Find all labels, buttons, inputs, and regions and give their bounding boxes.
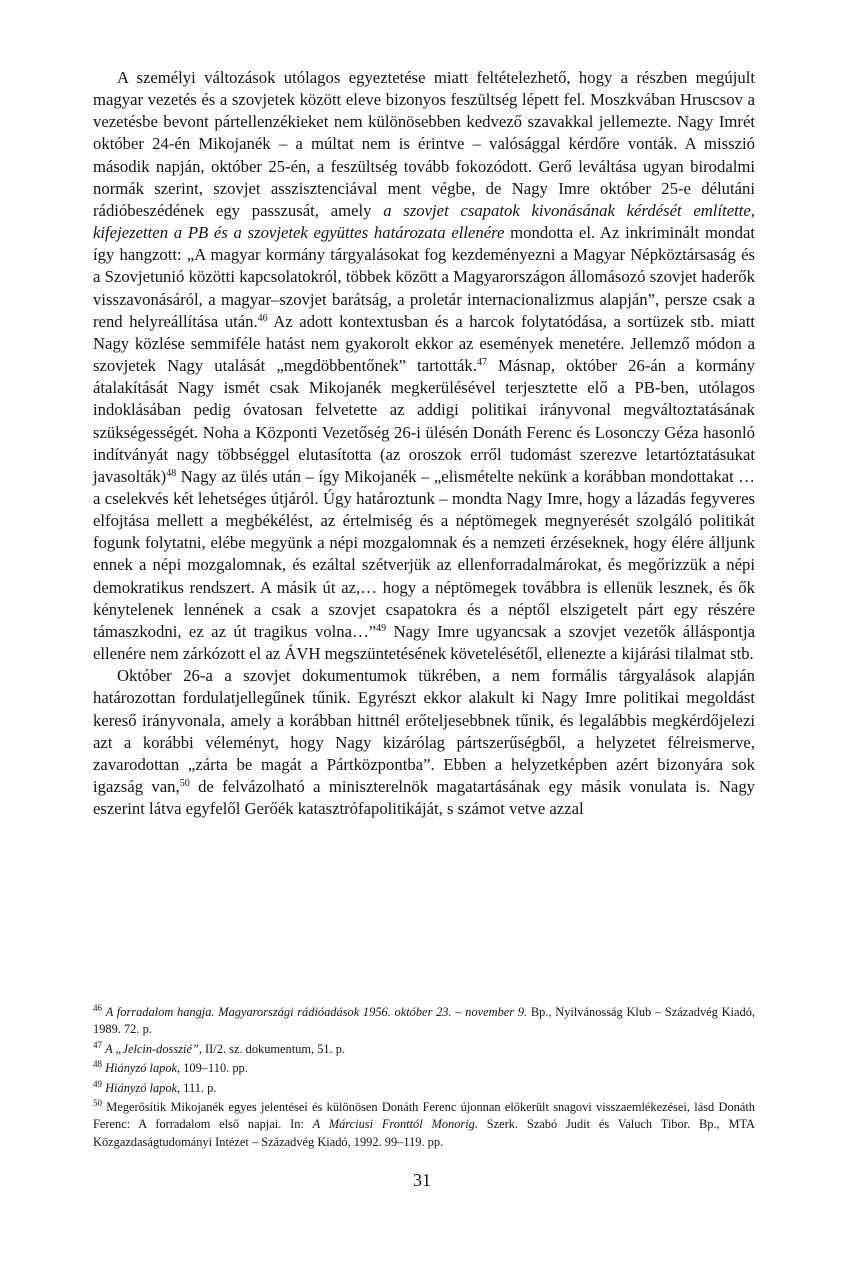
citation-text: Megerősítik Mikojanék egyes jelentései és különösen Donáth Ferenc újonnan előkerült snagovi visszaemlékezései, lásd Donáth Ferenc: A forradalom első napjai. In: bbox=[93, 1100, 755, 1132]
citation-text: Bp., Nyilvánosság Klub – Századvég Kiadó, 1989. 72. p. bbox=[93, 1005, 755, 1037]
footnote-number: 47 bbox=[93, 1039, 102, 1050]
text-run: mondotta el. Az inkriminált mondat így hangzott: „A magyar kormány tárgyalásokat fog kezdeményezni a Magyar Népköztársaság és a Szovjetunió közötti kapcsolatokról, többek között a Magyarországon állomásozó szovjet haderők visszavonásáról, a magyar–szovjet barátság, a proletár internacionalizmus alapján”, persze csak a rend helyreállítása után. bbox=[93, 223, 756, 331]
citation-text: 109–110. pp. bbox=[180, 1061, 248, 1076]
footnote-50 bbox=[93, 1099, 755, 1151]
footnote-number: 46 bbox=[93, 1003, 102, 1013]
citation-title: A „Jelcin-dosszié”, bbox=[105, 1041, 202, 1056]
text-run: Október 26-a a szovjet dokumentumok tükrében, a nem formális tárgyalások alapján határozottan fordulatjellegűnek tűnik. Egyrészt ekkor alakult ki Nagy Imre politikai megoldást kereső irányvonala, amely a korábban hittnél erőteljesebbnek tűnik, és legalábbis megkérdőjelezi azt a korábbi véleményt, hogy Nagy kizárólag pártszerűségből, a helyzetet félreismerve, zavarodottan „zárta be magát a Pártközpontba”. Ebben a helyzetképben azért bizonyára sok igazság van, bbox=[93, 666, 755, 796]
footnote-ref[interactable]: 48 bbox=[166, 467, 177, 479]
paragraph-1 bbox=[93, 67, 755, 665]
footnote-48 bbox=[93, 1060, 755, 1077]
text-run: A személyi változások utólagos egyeztetése miatt feltételezhető, hogy a részben megújult magyar vezetés és a szovjetek között eleve bizonyos feszültség lépett fel. Moszkvában Hruscsov a vezetésbe bevont pártellenzékieket nem különösebben kedvező szavakkal jellemezte. Nagy Imrét október 24-én Mikojanék – a múltat nem is érintve – valósággal kérdőre vonták. A misszió második napján, október 25-én, a feszültség tovább fokozódott. Gerő leváltása ugyan birodalmi normák szerint, szovjet asszisztenciával ment végbe, de Nagy Imre október 25-e délutáni rádióbeszédének egy passzusát, amely bbox=[93, 68, 755, 220]
page-number: 31 bbox=[413, 1170, 431, 1190]
citation-text: Szerk. Szabó Judit és Valuch Tibor. Bp., MTA Közgazdaságtudományi Intézet – Századvég Kiadó, 1992. 99–119. pp. bbox=[93, 1117, 755, 1149]
footnote-number: 48 bbox=[93, 1059, 102, 1070]
footnote-number: 50 bbox=[93, 1098, 102, 1109]
main-text bbox=[93, 67, 755, 820]
text-run: Az adott kontextusban és a harcok folytatódása, a sortüzek stb. miatt Nagy közlése semmiféle hatást nem gyakorolt ekkor az események menetére. Jellemző módon a szovjetek Nagy utalását „megdöbbentőnek” tartották. bbox=[93, 311, 755, 376]
citation-title: Hiányzó lapok, bbox=[105, 1061, 181, 1076]
italic-run: a szovjet csapatok kivonásának kérdését említette, kifejezetten a PB és a szovjetek együttes határozata ellenére bbox=[93, 200, 755, 243]
footnote-ref[interactable]: 47 bbox=[476, 357, 487, 369]
citation-title: A Márciusi Fronttól Monorig. bbox=[312, 1117, 478, 1132]
text-run: de felvázolható a miniszterelnök magatartásának egy másik vonulata is. Nagy eszerint látva egyfelől Gerőék katasztrófapolitikáját, s számot vetve azzal bbox=[93, 777, 756, 819]
footnote-number: 49 bbox=[93, 1078, 102, 1089]
footnote-ref[interactable]: 46 bbox=[257, 312, 268, 324]
footnote-ref[interactable]: 49 bbox=[376, 622, 387, 634]
text-run: Nagy Imre ugyancsak a szovjet vezetők álláspontja ellenére nem zárkózott el az ÁVH megszüntetésének követelésétől, ellenezte a kijárási tilalmat stb. bbox=[93, 621, 755, 664]
citation-title: A forradalom hangja. Magyarországi rádióadások 1956. október 23. – november 9. bbox=[105, 1005, 528, 1019]
text-run: Másnap, október 26-án a kormány átalakítását Nagy ismét csak Mikojanék megkerülésével terjesztette elő a PB-ben, utólagos indoklásában pedig óvatosan felvetette az addigi politikai irányvonal megváltoztatásának szükségességét. Noha a Központi Vezetőség 26-i ülésén Donáth Ferenc és Losonczy Géza hasonló indítványát nagy többséggel elutasította (az oroszok erről tudomást szerezve letartóztatásukat javasolták) bbox=[93, 356, 755, 486]
citation-text: II/2. sz. dokumentum, 51. p. bbox=[201, 1041, 346, 1056]
footnote-46 bbox=[93, 1004, 755, 1039]
footnote-ref[interactable]: 50 bbox=[179, 778, 190, 789]
footnotes bbox=[93, 1004, 755, 1153]
footnote-47 bbox=[93, 1041, 755, 1058]
citation-text: 111. p. bbox=[180, 1080, 217, 1095]
footnote-49 bbox=[93, 1080, 755, 1097]
text-run: Nagy az ülés után – így Mikojanék – „elismételte nekünk a korábban mondottakat … a cselekvés két lehetséges útjáról. Úgy határoztunk – mondta Nagy Imre, hogy a lázadás fegyveres elfojtása mellett a megbékélést, az értelmiség és a néptömegek megnyerését szolgáló politikát fogunk folytatni, elébe megyünk a népi mozgalomnak és a nemzeti érzéseknek, hogy élére álljunk ennek a népi mozgalomnak, és ezáltal szétverjük az ellenforradalmárokat, és megőrizzük a népi demokratikus rendszert. A másik út az,… hogy a néptömegek továbbra is ellenük lesznek, és ők kénytelenek lennének a csak a szovjet csapatokra és a néptől elszigetelt párt egy részére támaszkodni, ez az út tragikus volna…” bbox=[93, 466, 755, 641]
citation-title: Hiányzó lapok, bbox=[105, 1080, 181, 1095]
paragraph-2 bbox=[93, 665, 755, 820]
